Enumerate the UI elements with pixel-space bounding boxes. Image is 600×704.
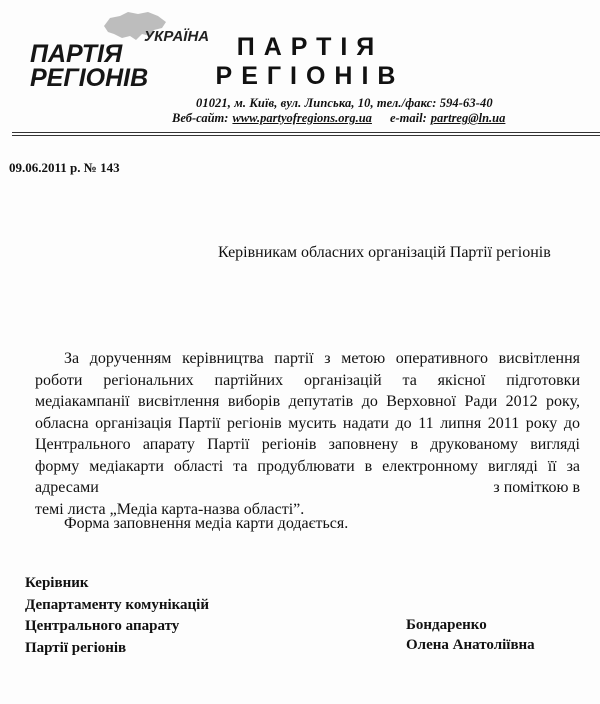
email-link[interactable]: partreg@ln.ua (430, 111, 506, 125)
letterhead-divider-second (12, 135, 600, 136)
email-label: e-mail: (389, 111, 427, 125)
letter-body (35, 348, 580, 520)
body-line-addresses (35, 477, 580, 499)
position-line: Центрального апарату (25, 618, 180, 634)
body-line: роботи регіональних партійних організацій та якісної підготовки (35, 371, 580, 389)
surname: Бондаренко (406, 617, 487, 633)
letterhead-address: 01021, м. Київ, вул. Липська, 10, тел./факс: 594-63-40 (196, 96, 493, 110)
logo-text-line1: ПАРТІЯ (30, 40, 123, 68)
logo-text-line2: РЕГІОНІВ (30, 64, 149, 92)
given-names: Олена Анатоліївна (406, 637, 535, 653)
body-addr-right: з поміткою в (493, 479, 580, 496)
body-line: форму медіакарти області та продублювати в електронному вигляді її за (35, 457, 580, 475)
letterhead-divider (12, 132, 600, 133)
document-number-date: 09.06.2011 р. № 143 (9, 160, 120, 175)
body-line-last: темі листа „Медіа карта-назва області”. (35, 500, 305, 518)
letterhead-contacts (172, 111, 505, 126)
position-line: Керівник (25, 575, 89, 591)
body-line: обласна організація Партії регіонів мусить надати до 11 липня 2011 року до (35, 414, 580, 432)
position-line: Партії регіонів (25, 639, 127, 656)
body-line: медіакампанії висвітлення виборів депутатів до Верховної Ради 2012 року, (35, 393, 580, 410)
body-addr-left: адресами (35, 479, 99, 496)
website-link[interactable]: www.partyofregions.org.ua (232, 111, 372, 125)
signatory-name (406, 615, 535, 655)
attachment-note: Форма заповнення медіа карти додається. (64, 515, 349, 532)
body-line: Центрального апарату Партії регіонів заповнену в друкованому вигляді (35, 436, 580, 453)
position-line: Департаменту комунікацій (25, 596, 209, 613)
website-label: Веб-сайт: (172, 111, 229, 125)
party-logo (28, 8, 218, 92)
addressee: Керівникам обласних організацій Партії регіонів (218, 244, 551, 261)
logo-country-label: УКРАЇНА (144, 28, 210, 45)
body-line: За дорученням керівництва партії з метою оперативного висвітлення (64, 350, 580, 367)
letterhead-title-line1: ПАРТІЯ (236, 33, 384, 61)
letterhead-title-line2: РЕГІОНІВ (215, 62, 405, 90)
signatory-position (25, 573, 209, 659)
